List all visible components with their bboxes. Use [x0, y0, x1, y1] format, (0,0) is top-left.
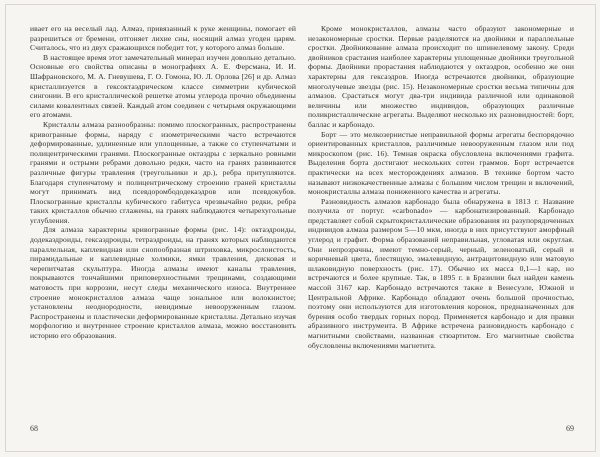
- paragraph: Разновидность алмазов карбонадо была обнаружена в 1813 г. Название получила от португ. «carbonado» — карбонатизированный. Карбонадо представляет собой скрытокристаллические образования из разупорядоченных индивидов алмаза размером 5—10 мкм, иногда в них присутствуют аморфный углерод и графит. Форма образований неправильная, угловатая или округлая. Они непрозрачны, имеют темно-серый, черный, зеленоватый, серый и коричневый цвета, блестящую, эмалевидную, антрацитовидную или матовую шлаковидную поверхность (рис. 17). Обычно их масса 0,1—1 кар, но встречаются и более крупные. Так, в 1895 г. в Бразилии был найден камень массой 3167 кар. Карбонадо встречаются также в Венесуэле, Южной и Центральной Африке. Карбонадо обладают очень большой прочностью, поэтому они используются для изготовления коронок, предназначенных для бурения особо твердых горных пород. Применяется карбонадо и для правки абразивного инструмента. В Африке встречена разновидность карбонадо с магнитными свойствами, названная стюартитом. Его магнитные свойства обусловлены включениями магнетита.: [308, 196, 574, 350]
- page-number-left: 68: [30, 424, 38, 433]
- paragraph: В настоящее время этот замечательный минерал изучен довольно детально. Основные его свойства описаны в монографиях А. Е. Ферсмана, И. И. Шафрановского, М. А. Гневушева, Г. О. Гомона, Ю. Л. Орлова [26] и др. Алмаз кристаллизуется в гексоктаэдрическом классе симметрии кубической сингонии. В его кристаллической решетке атомы углерода прочно объединены силами ковалентных связей. Каждый атом соединен с четырьмя окружающими его атомами.: [30, 52, 296, 120]
- paragraph: Борт — это мелкозернистые неправильной формы агрегаты беспорядочно ориентированных кристаллов, различимые невооруженным глазом или под микроскопом (рис. 16). Темная окраска обусловлена включениями графита. Выделения борта достигают нескольких сотен граммов. Борт встречается практически на всех месторождениях алмазов. В технике бортом часто называют низкокачественные алмазы с большим числом трещин и включений, монокристаллы алмаза пониженного качества и агрегаты.: [308, 129, 574, 197]
- page-68-text-column: [30, 24, 296, 416]
- paragraph: Кроме монокристаллов, алмазы часто образуют закономерные и незакономерные сростки. Первые разделяются на двойники и параллельные сростки. Двойникование алмаза происходит по шпинелевому закону. Среди двойников срастания наиболее характерны уплощенные двойники треугольной формы. Двойники прорастания наблюдаются у октаэдров, особенно же они характерны для гексаэдров. Иногда встречаются двойники, образующие многолучевые звезды (рис. 15). Незакономерные сростки весьма типичны для алмазов. Срастаться могут два-три индивида различной или одинаковой величины или множество индивидов, образующих различные поликристаллические агрегаты. Выделяют несколько их разновидностей: борт, баллас и карбонадо.: [308, 24, 574, 129]
- page-number-right: 69: [566, 424, 574, 433]
- paragraph: ивает его на веселый лад. Алмаз, привязанный к руке женщины, помогает ей разрешиться от бремени, отгоняет лихие сны, носящий алмаз угоден царям. Считалось, что из двух сражающихся победит тот, у которого алмаз больше.: [30, 24, 296, 53]
- paragraph: Для алмаза характерны кривогранные формы (рис. 14): октаэдроиды, додекаэдроиды, гексаэдроиды, тетраэдроиды, на гранях которых наблюдаются параллельная, каплевидная или снопообразная штриховка, микрослоистость, пирамидальные и каплевидные холмики, ямки травления, дисковая и черепитчатая скульптура. Иногда алмазы имеют каналы травления, покрываются тончайшими приповерхностными трещинами, создающими матовость при коррозии, несут следы механического износа. Внутреннее строение монокристаллов алмаза чаще зональное или волокнистое; установлены неоднородности, невидимые невооруженным глазом. Распространены и пластически деформированные кристаллы. Детально изучая морфологию и внутреннее строение кристаллов алмаза, можно восстановить историю его образования.: [30, 225, 296, 340]
- paragraph: Кристаллы алмаза разнообразны: помимо плоскогранных, распространены кривогранные формы, наряду с изометрическими часто встречаются деформированные, удлиненные или уплощенные, а также со ступенчатыми и полицентрическими гранями. Плоскогранные октаэдры с зеркально ровными гранями и острыми ребрами довольно редки, часто на гранях развиваются различные фигуры травления (треугольники и др.), ребра притупляются. Благодаря ступенчатому и полицентрическому строению граней кристаллы могут принимать вид псевдоромбододекаэдров или псевдокубов. Плоскогранные кристаллы кубического габитуса чрезвычайно редки, ребра таких кристаллов обычно сглажены, на гранях наблюдаются четырехугольные углубления.: [30, 119, 296, 225]
- page-69-text-column: [308, 24, 574, 416]
